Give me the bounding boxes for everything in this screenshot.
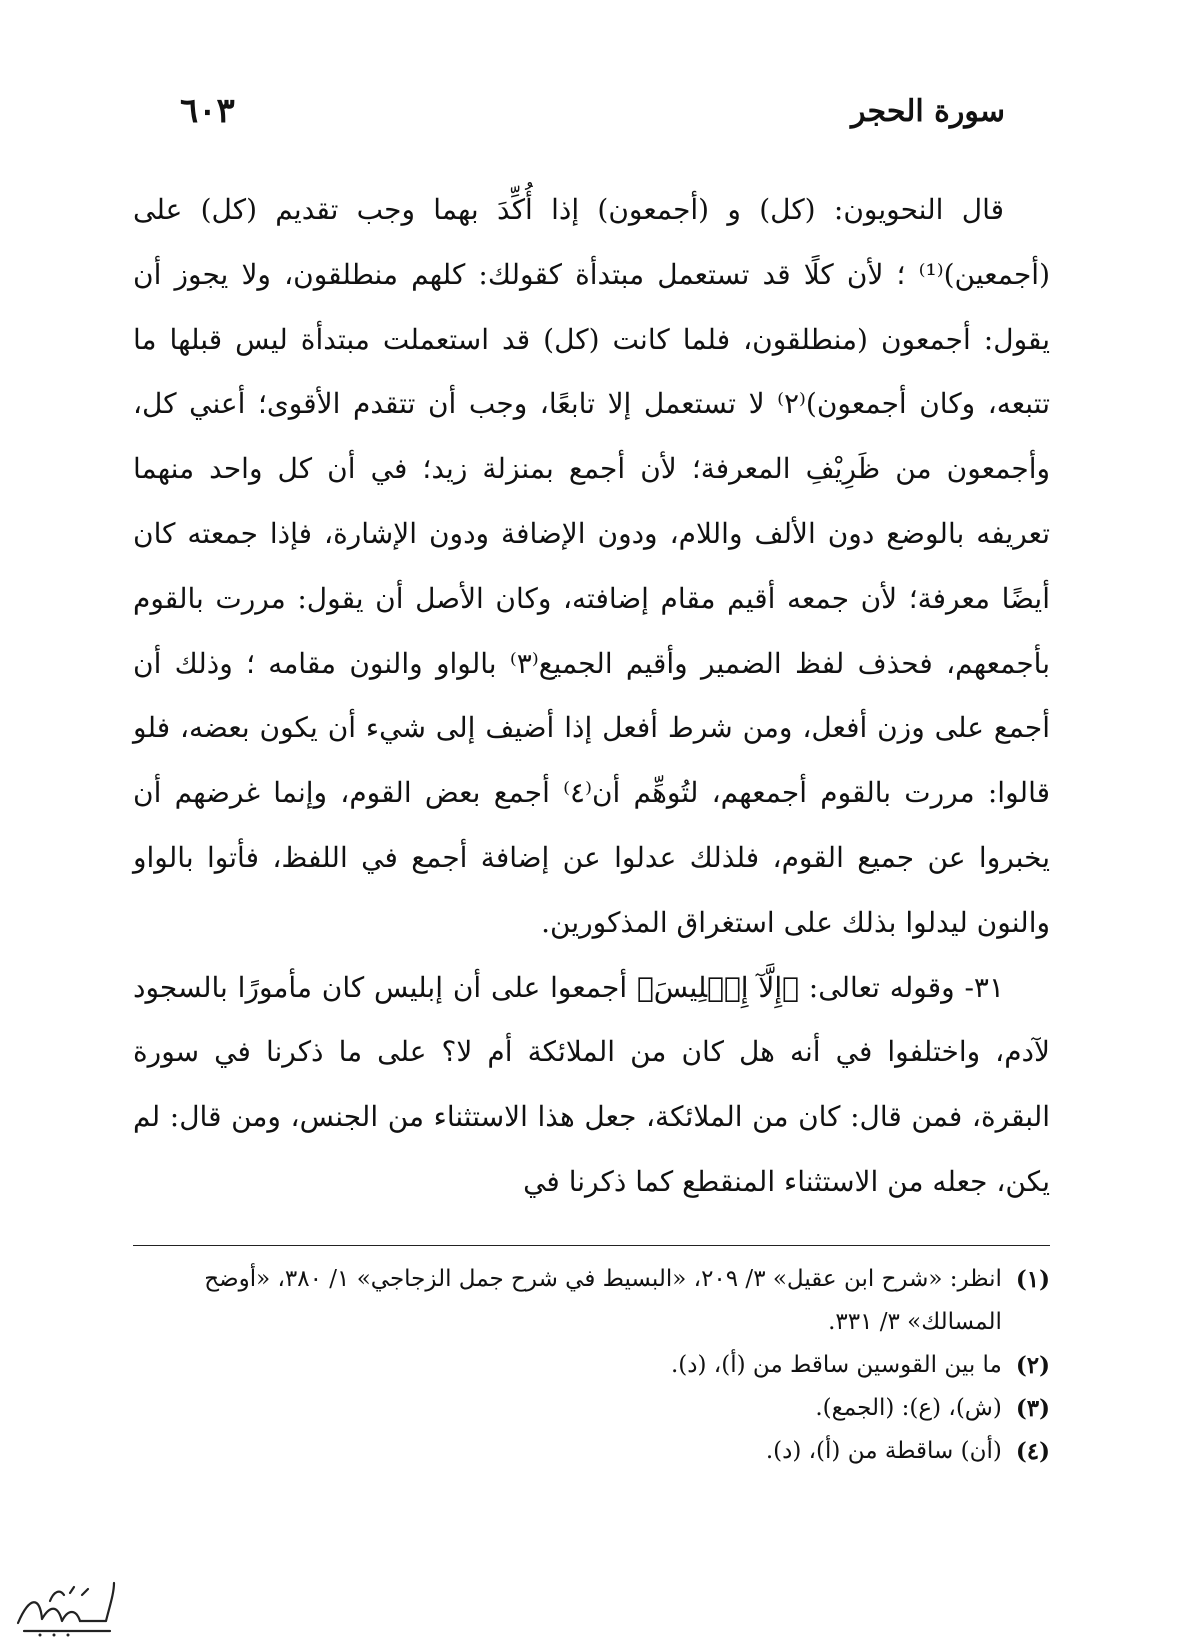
page-header [180, 88, 1005, 134]
footnote-divider [133, 1245, 1050, 1246]
calligraphy-logo-icon [10, 1575, 120, 1640]
body-paragraph: قال النحويون: (كل) و (أجمعون) إذا أُكِّدَ بهما وجب تقديم (كل) على (أجمعين)⁽¹⁾ ؛ لأن كلًا قد تستعمل مبتدأة كقولك: كلهم منطلقون، ولا يجوز أن يقول: أجمعون (منطلقون، فلما كانت (كل) قد استعملت مبتدأة ليس قبلها ما تتبعه، وكان أجمعون)⁽٢⁾ لا تستعمل إلا تابعًا، وجب أن تتقدم الأقوى؛ أعني كل، وأجمعون من ظَرِيْفِ المعرفة؛ لأن أجمع بمنزلة زيد؛ في أن كل واحد منهما تعريفه بالوضع دون الألف واللام، ودون الإضافة ودون الإشارة، فإذا جمعته كان أيضًا معرفة؛ لأن جمعه أقيم مقام إضافته، وكان الأصل أن يقول: مررت بالقوم بأجمعهم، فحذف لفظ الضمير وأقيم الجميع⁽٣⁾ بالواو والنون مقامه ؛ وذلك أن أجمع على وزن أفعل، ومن شرط أفعل إذا أضيف إلى شيء أن يكون بعضه، فلو قالوا: مررت بالقوم أجمعهم، لتُوهِّم أن⁽٤⁾ أجمع بعض القوم، وإنما غرضهم أن يخبروا عن جميع القوم، فلذلك عدلوا عن إضافة أجمع في اللفظ، فأتوا بالواو والنون ليدلوا بذلك على استغراق المذكورين. [133, 193, 1050, 939]
footnote [133, 1430, 1050, 1473]
footnote-number: (٤) [1015, 1438, 1050, 1465]
footnote [133, 1344, 1050, 1387]
footnote-text: ما بين القوسين ساقط من (أ)، (د). [670, 1352, 1002, 1378]
footnote [133, 1258, 1050, 1344]
body-text [133, 178, 1050, 1215]
footnote-text: (أن) ساقطة من (أ)، (د). [765, 1438, 1002, 1464]
footnote [133, 1387, 1050, 1430]
running-title: سورة الحجر [850, 93, 1005, 129]
footnote-number: (١) [1015, 1266, 1050, 1293]
footnote-number: (٢) [1015, 1352, 1050, 1379]
footnote-number: (٣) [1015, 1395, 1050, 1422]
footnotes [133, 1258, 1050, 1473]
footnote-text: (ش)، (ع): (الجمع). [815, 1395, 1002, 1421]
body-paragraph: ٣١- وقوله تعالى: ﴿إِلَّآ إِبۡلِيسَ﴾ أجمعوا على أن إبليس كان مأمورًا بالسجود لآدم، واختلفوا في أنه هل كان من الملائكة أم لا؟ على ما ذكرنا في سورة البقرة، فمن قال: كان من الملائكة، جعل هذا الاستثناء من الجنس، ومن قال: لم يكن، جعله من الاستثناء المنقطع كما ذكرنا في [133, 970, 1051, 1198]
calligraphy-logo-svg [10, 1575, 120, 1640]
footnote-text: انظر: «شرح ابن عقيل» ٣/ ٢٠٩، «البسيط في شرح جمل الزجاجي» ١/ ٣٨٠، «أوضح المسالك» ٣/ ٣٣١. [204, 1266, 1002, 1335]
page-number: ٦٠٣ [180, 91, 235, 131]
